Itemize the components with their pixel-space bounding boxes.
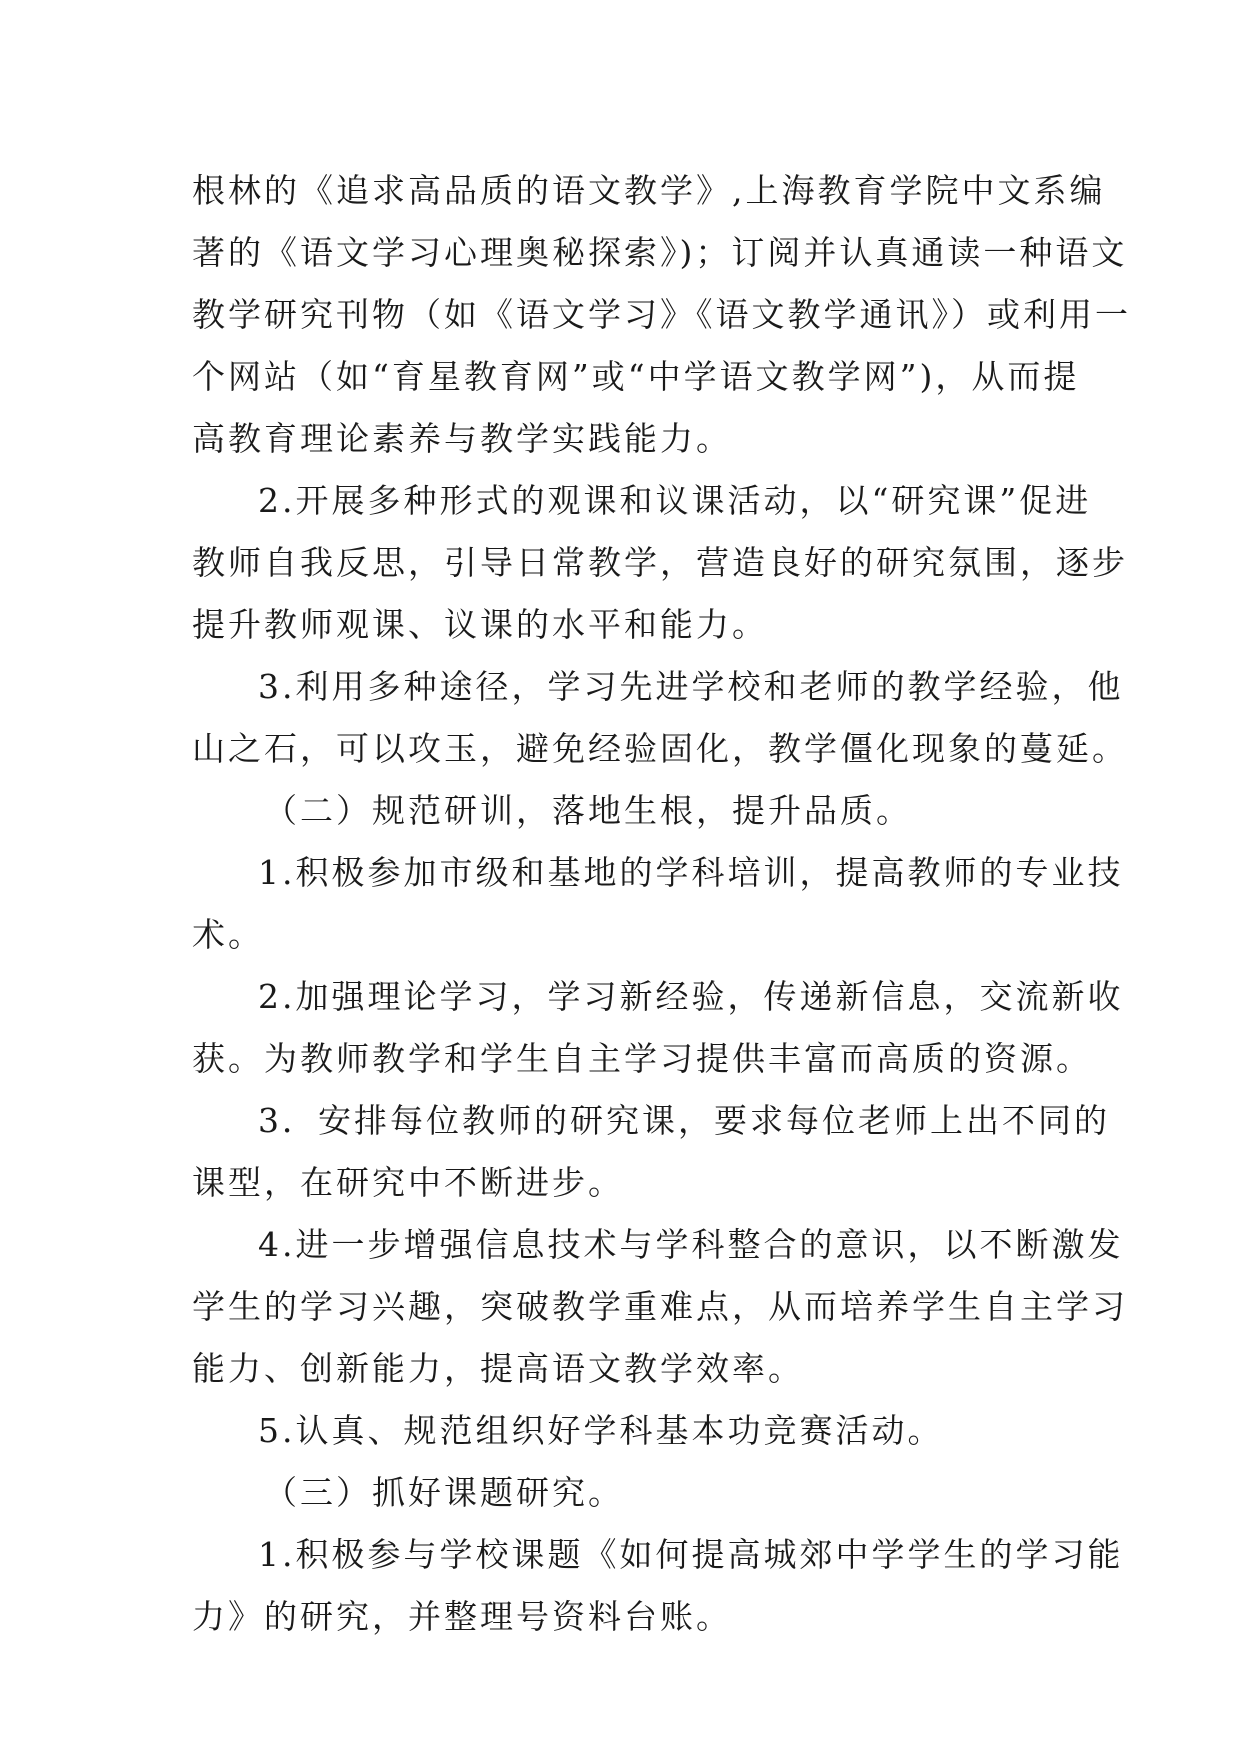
text-line: 提升教师观课、议课的水平和能力。 [192,605,768,644]
text-line: 著的《语文学习心理奥秘探索》)；订阅并认真通读一种语文 [192,233,1128,272]
text-line: 教学研究刊物（如《语文学习》《语文教学通讯》）或利用一 [192,295,1131,334]
text-line: 术。 [192,915,264,954]
text-line: 根林的《追求高品质的语文教学》,上海教育学院中文系编 [192,171,1106,210]
document-body [192,160,1131,1648]
paragraph-start-line: 4.进一步增强信息技术与学科整合的意识，以不断激发 [258,1225,1124,1264]
text-line: 课型，在研究中不断进步。 [192,1163,624,1202]
section-heading: （二）规范研训，落地生根，提升品质。 [264,791,912,830]
text-line: 力》的研究，并整理号资料台账。 [192,1597,732,1636]
paragraph-start-line: 5.认真、规范组织好学科基本功竞赛活动。 [258,1411,944,1450]
paragraph-start-line: 1.积极参加市级和基地的学科培训，提高教师的专业技 [258,853,1124,892]
text-line: 个网站（如“育星教育网”或“中学语文教学网”)，从而提 [192,357,1080,396]
text-line: 学生的学习兴趣，突破教学重难点，从而培养学生自主学习 [192,1287,1128,1326]
text-line: 能力、创新能力，提高语文教学效率。 [192,1349,804,1388]
text-line: 高教育理论素养与教学实践能力。 [192,419,732,458]
text-line: 获。为教师教学和学生自主学习提供丰富而高质的资源。 [192,1039,1092,1078]
paragraph-start-line: 2.加强理论学习，学习新经验，传递新信息，交流新收 [258,977,1124,1016]
paragraph-start-line: 3．安排每位教师的研究课，要求每位老师上出不同的 [258,1101,1110,1140]
text-line: 教师自我反思，引导日常教学，营造良好的研究氛围，逐步 [192,543,1128,582]
paragraph-start-line: 2.开展多种形式的观课和议课活动，以“研究课”促进 [258,481,1092,520]
text-line: 山之石，可以攻玉，避免经验固化，教学僵化现象的蔓延。 [192,729,1128,768]
paragraph-start-line: 1.积极参与学校课题《如何提高城郊中学学生的学习能 [258,1535,1124,1574]
paragraph-start-line: 3.利用多种途径，学习先进学校和老师的教学经验，他 [258,667,1124,706]
section-heading: （三）抓好课题研究。 [264,1473,624,1512]
